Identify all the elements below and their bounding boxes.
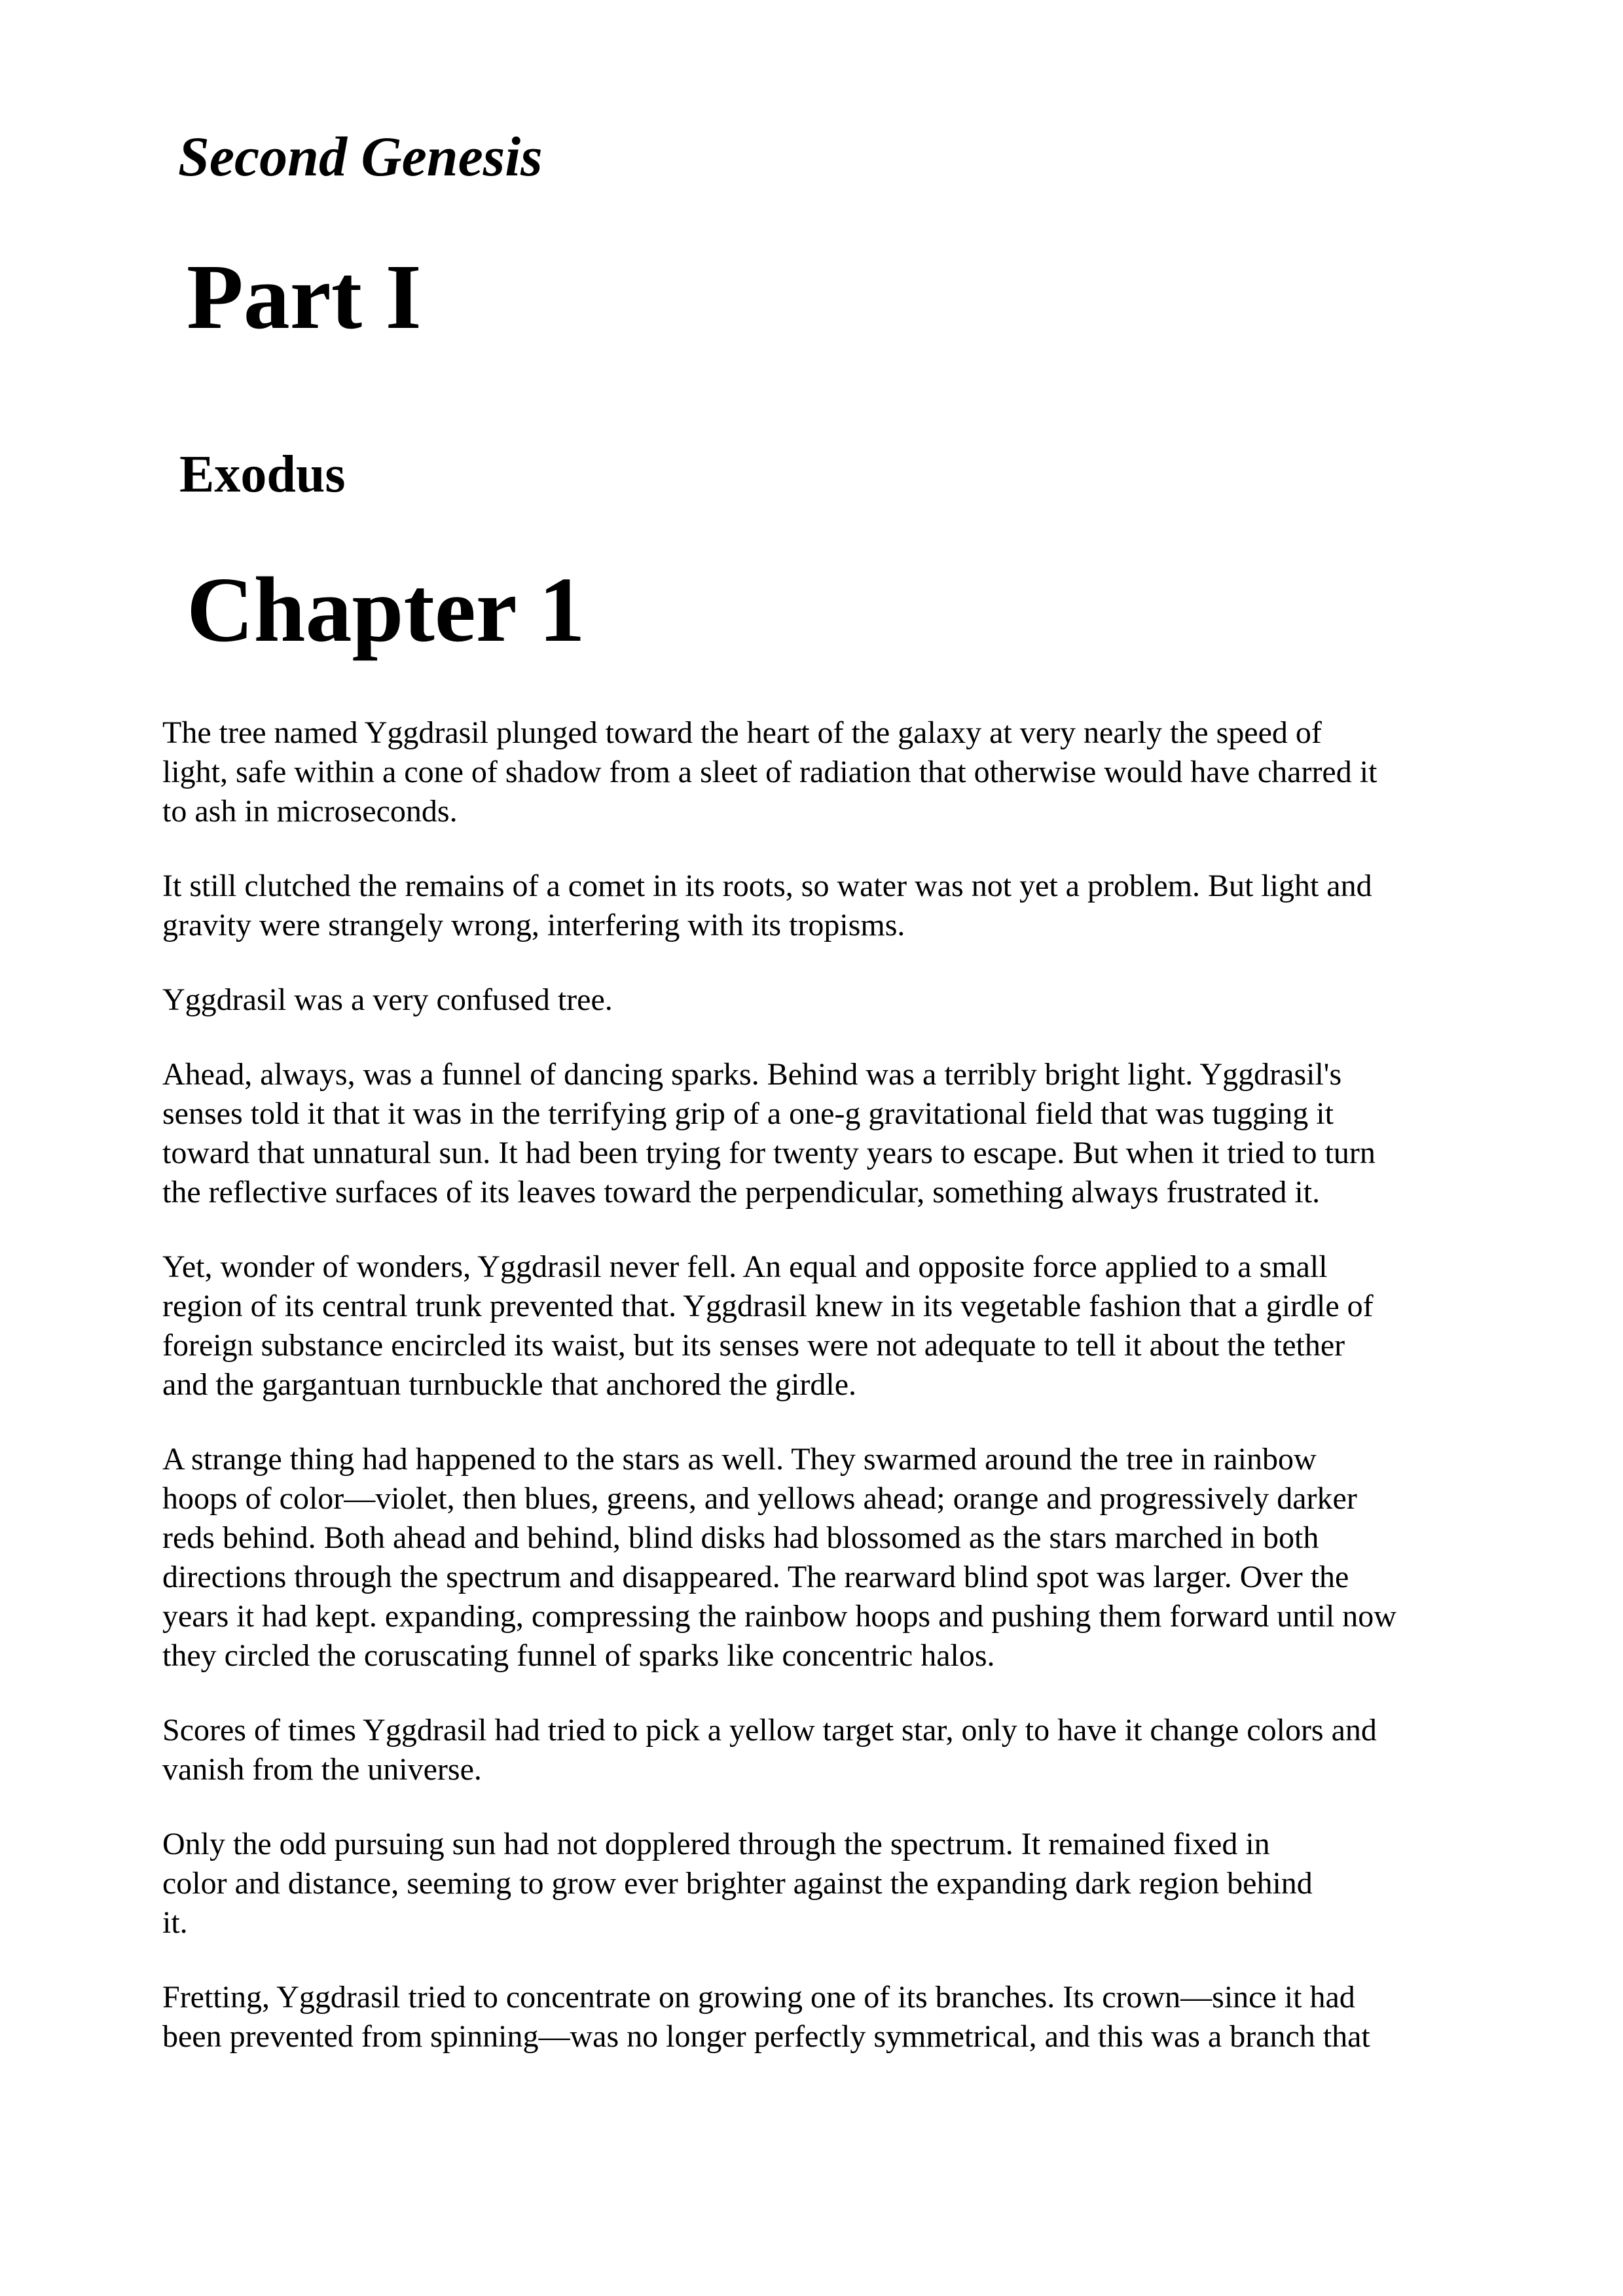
- text-line: foreign substance encircled its waist, but its senses were not adequate to tell it about the tether: [162, 1328, 1345, 1363]
- text-line: light, safe within a cone of shadow from a sleet of radiation that otherwise would have charred it: [162, 755, 1377, 789]
- text-line: hoops of color—violet, then blues, greens, and yellows ahead; orange and progressively darker: [162, 1481, 1357, 1516]
- text-line: Ahead, always, was a funnel of dancing sparks. Behind was a terribly bright light. Yggdrasil's: [162, 1057, 1342, 1092]
- text-line: reds behind. Both ahead and behind, blind disks had blossomed as the stars marched in both: [162, 1520, 1319, 1555]
- text-line: color and distance, seeming to grow ever brighter against the expanding dark region behind: [162, 1866, 1313, 1901]
- text-line: gravity were strangely wrong, interfering with its tropisms.: [162, 908, 905, 942]
- chapter-title: Chapter 1: [187, 558, 585, 661]
- text-line: Yet, wonder of wonders, Yggdrasil never fell. An equal and opposite force applied to a small: [162, 1249, 1328, 1284]
- text-line: It still clutched the remains of a comet in its roots, so water was not yet a problem. But light and: [162, 869, 1372, 903]
- paragraph: [162, 713, 1498, 831]
- text-line: to ash in microseconds.: [162, 794, 458, 829]
- text-line: they circled the coruscating funnel of sparks like concentric halos.: [162, 1638, 995, 1673]
- text-line: Fretting, Yggdrasil tried to concentrate on growing one of its branches. Its crown—since it had: [162, 1980, 1355, 2015]
- text-line: senses told it that it was in the terrifying grip of a one-g gravitational field that was tugging it: [162, 1096, 1334, 1131]
- text-line: toward that unnatural sun. It had been trying for twenty years to escape. But when it tried to turn: [162, 1136, 1376, 1170]
- text-line: and the gargantuan turnbuckle that anchored the girdle.: [162, 1367, 857, 1402]
- text-line: Only the odd pursuing sun had not dopplered through the spectrum. It remained fixed in: [162, 1827, 1270, 1861]
- paragraph: [162, 1440, 1498, 1676]
- text-line: region of its central trunk prevented that. Yggdrasil knew in its vegetable fashion that a girdle of: [162, 1289, 1374, 1323]
- text-line: it.: [162, 1905, 188, 1940]
- paragraph: [162, 1711, 1498, 1789]
- text-line: vanish from the universe.: [162, 1752, 482, 1787]
- book-title: Second Genesis: [178, 125, 543, 188]
- text-line: the reflective surfaces of its leaves toward the perpendicular, something always frustrated it.: [162, 1175, 1321, 1210]
- chapter-body: [162, 713, 1498, 2092]
- text-line: been prevented from spinning—was no longer perfectly symmetrical, and this was a branch that: [162, 2019, 1370, 2054]
- paragraph: [162, 1978, 1498, 2056]
- paragraph: [162, 1055, 1498, 1212]
- text-line: A strange thing had happened to the stars as well. They swarmed around the tree in rainbow: [162, 1442, 1317, 1477]
- paragraph: [162, 1247, 1498, 1405]
- text-line: years it had kept. expanding, compressing the rainbow hoops and pushing them forward until now: [162, 1599, 1396, 1634]
- section-title: Exodus: [179, 446, 346, 503]
- text-line: Yggdrasil was a very confused tree.: [162, 982, 613, 1017]
- text-line: The tree named Yggdrasil plunged toward the heart of the galaxy at very nearly the speed of: [162, 715, 1322, 750]
- paragraph: [162, 867, 1498, 945]
- text-line: Scores of times Yggdrasil had tried to pick a yellow target star, only to have it change colors and: [162, 1713, 1377, 1748]
- part-title: Part I: [187, 245, 422, 348]
- text-line: directions through the spectrum and disappeared. The rearward blind spot was larger. Over the: [162, 1560, 1349, 1594]
- paragraph: [162, 1825, 1498, 1943]
- paragraph: [162, 980, 1498, 1020]
